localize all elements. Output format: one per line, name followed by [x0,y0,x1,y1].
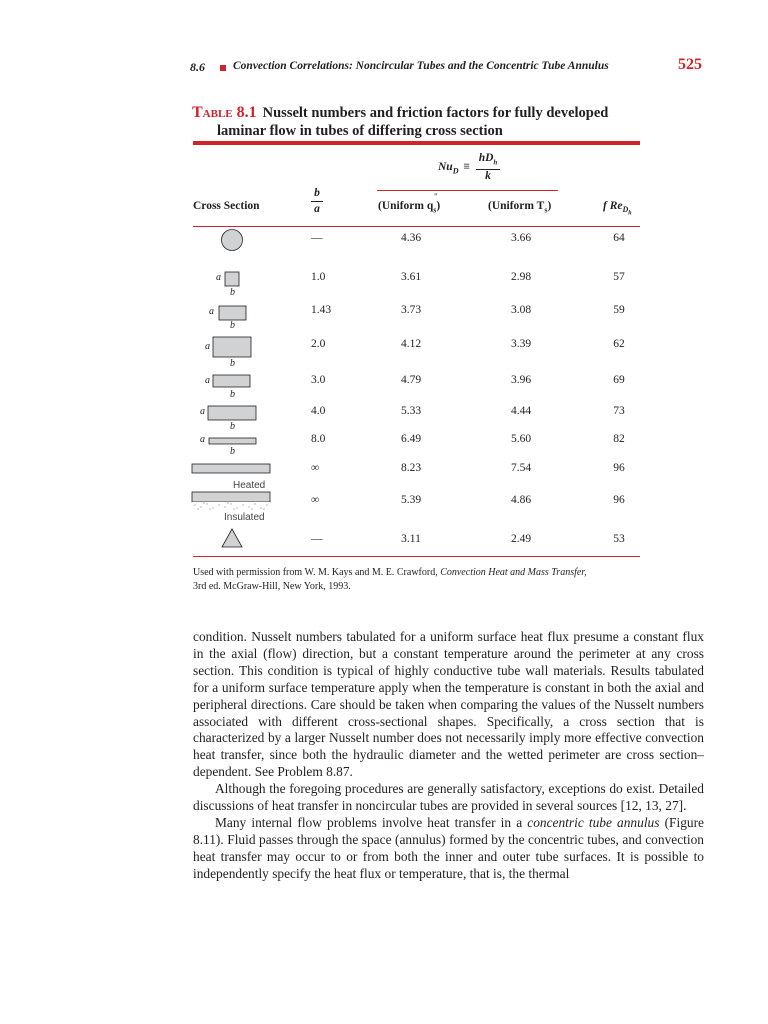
cell-nu-t: 5.60 [510,433,532,445]
cell-nu-q: 3.73 [400,304,422,316]
cell-ratio: — [311,533,323,545]
q-double-prime: " [433,192,438,201]
table-source-note [193,566,643,594]
cell-nu-t: 3.96 [510,374,532,386]
p3-emphasis: concentric tube annulus [527,814,660,830]
label-a: a [205,341,210,352]
cell-nu-t: 7.54 [510,462,532,474]
section-number: 8.6 [190,60,205,74]
uniform-q-text: (Uniform q [378,200,434,212]
label-b: b [230,421,235,432]
cell-fre: 69 [613,374,625,386]
cell-fre: 96 [613,462,625,474]
uniform-q-close: ) [436,200,441,212]
square-icon [225,272,239,286]
triangle-icon [222,529,242,547]
rect-20-icon [213,337,251,357]
cell-ratio: 2.0 [311,338,326,350]
nusselt-definition [438,161,472,175]
running-head [190,58,706,78]
fraction-num-subscript: h [493,158,498,167]
p3-text-after: (Figure 8.11). Fluid passes through the space (annulus) formed by the concentric tubes, and convection heat transfer may occur to or from both the inner and outer tube surfaces. It is possible to independently specify the heat flux or temperature, that is, the thermal [193,814,704,881]
cell-nu-q: 4.79 [400,374,422,386]
note-prefix: Used with permission from W. M. Kays and M. E. Crawford, [193,567,441,578]
header-friction [603,200,632,217]
label-a: a [200,406,205,417]
label-heated: Heated [233,480,266,491]
cell-fre: 82 [613,433,625,445]
section-title: Convection Correlations: Noncircular Tubes and the Concentric Tube Annulus [233,60,609,72]
cell-nu-q: 3.11 [401,533,421,545]
label-b: b [230,446,235,457]
cell-nu-t: 3.66 [510,232,532,244]
nu-symbol: Nu [438,161,453,173]
label-a: a [209,306,214,317]
cell-nu-q: 5.33 [400,405,422,417]
cell-ratio: 1.43 [311,304,332,316]
label-insulated: Insulated [224,512,265,523]
nu-subscript: D [452,166,459,176]
cell-fre: 53 [613,533,625,545]
rect-80-icon [209,438,256,444]
page-number: 525 [678,56,702,73]
cell-fre: 73 [613,405,625,417]
paragraph-3 [193,815,704,883]
label-b: b [230,320,235,331]
cell-fre: 62 [613,338,625,350]
header-uniform-t [488,200,551,214]
bullet-square-icon [220,65,226,71]
paragraph-2: Although the foregoing procedures are generally satisfactory, exceptions do exist. Detailed discussions of heat transfer in noncircular tubes are provided in several sources [12, 13, 27]. [193,781,704,814]
q-subscript: s [433,205,437,215]
friction-subsubscript: h [628,210,632,217]
cell-ratio: 4.0 [311,405,326,417]
nusselt-fraction [476,152,500,183]
header-uniform-q [378,192,441,215]
cell-fre: 59 [613,304,625,316]
note-book-title: Convection Heat and Mass Transfer, [440,567,587,578]
cell-nu-t: 4.86 [510,494,532,506]
cell-ratio: 3.0 [311,374,326,386]
cell-nu-t: 3.08 [510,304,532,316]
friction-text: f Re [603,200,623,212]
cell-nu-q: 3.61 [400,271,422,283]
table-bottom-rule [193,556,640,557]
table-caption [192,104,632,140]
caption-line-1: Nusselt numbers and friction factors for fully developed [262,105,609,121]
rect-143-icon [219,306,246,320]
equiv-sign: ≡ [463,161,470,173]
label-b: b [230,389,235,400]
cell-nu-t: 4.44 [510,405,532,417]
rect-40-icon [208,406,256,420]
cell-ratio: ∞ [311,462,320,474]
parallel-plates-icon [192,464,270,473]
body-text [193,629,704,883]
label-b: b [230,358,235,369]
label-a: a [205,375,210,386]
cell-fre: 57 [613,271,625,283]
friction-subscript: D [622,205,629,215]
cell-nu-t: 2.49 [510,533,532,545]
caption-line-2: laminar flow in tubes of differing cross section [217,123,503,139]
paragraph-1: condition. Nusselt numbers tabulated for a uniform surface heat flux presume a constant flux in the axial (flow) direction, but a constant temperature around the perimeter at any cross section. This condition is typical of highly conductive tube wall materials. Results tabulated for a uniform surface temperature apply when the temperature is constant in both the axial and peripheral directions. Care should be taken when comparing the values of the Nusselt numbers associated with different cross-sectional shapes. Specifically, a cross section that is characterized by a larger Nusselt number does not necessarily imply more effective convection heat transfer, since both the hydraulic diameter and the wetted perimeter are cross section–dependent. See Problem 8.87. [193,629,704,780]
t-subscript: s [544,205,548,215]
cell-fre: 64 [613,232,625,244]
fraction-denominator: k [485,170,491,183]
cell-fre: 96 [613,494,625,506]
cell-nu-q: 8.23 [400,462,422,474]
circle-icon [222,230,243,251]
cell-nu-t: 2.98 [510,271,532,283]
cell-ratio: — [311,232,323,244]
uniform-t-text: (Uniform T [488,200,545,212]
cell-nu-q: 5.39 [400,494,422,506]
heated-plate-icon [192,492,270,502]
ratio-denominator: a [314,203,320,215]
ratio-numerator: b [311,186,323,202]
rect-30-icon [213,375,250,387]
p3-text-before: Many internal flow problems involve heat transfer in a [215,814,528,830]
cell-nu-q: 4.12 [400,338,422,350]
cell-nu-q: 4.36 [400,232,422,244]
label-a: a [216,272,221,283]
label-b: b [230,287,235,298]
header-cross-section: Cross Section [193,200,260,212]
cross-section-shapes [190,226,290,556]
table-label: Table 8.1 [192,104,257,121]
header-ratio [311,186,323,217]
cell-ratio: 1.0 [311,271,326,283]
nusselt-span-rule [377,190,558,191]
uniform-t-close: ) [547,200,552,212]
cell-ratio: ∞ [311,494,320,506]
cell-nu-t: 3.39 [510,338,532,350]
label-a: a [200,434,205,445]
cell-ratio: 8.0 [311,433,326,445]
caption-rule [193,141,640,145]
note-suffix: 3rd ed. McGraw-Hill, New York, 1993. [193,581,351,592]
fraction-numerator: hD [478,152,494,164]
cell-nu-q: 6.49 [400,433,422,445]
